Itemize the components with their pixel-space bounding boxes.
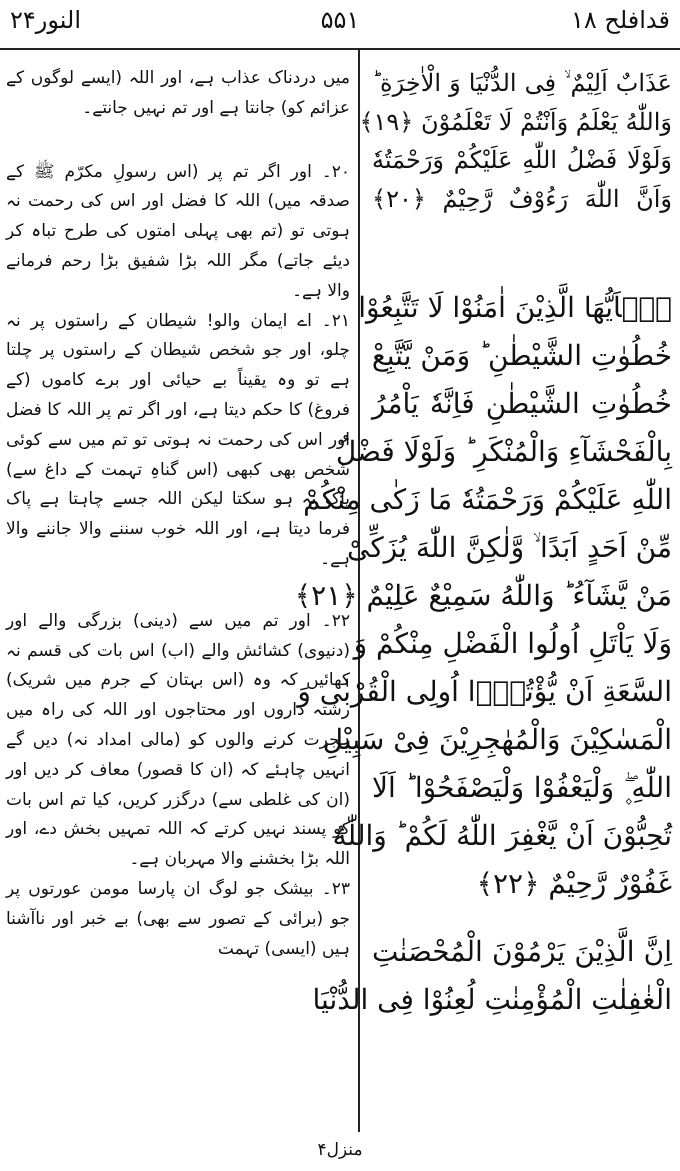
surah-name: النور۲۴ (10, 6, 81, 34)
juz-name: قدافلح ۱۸ (570, 6, 670, 34)
arabic-line: الْمَسٰكِیْنَ وَالْمُهٰجِرِیْنَ فِیْ سَبِیْلِ (322, 723, 672, 756)
arabic-line: غَفُوْرٌ رَّحِیْمٌ ﴿۲۲﴾ (476, 867, 672, 900)
arabic-line: السَّعَةِ اَنْ یُّؤْتُوْۤا اُولِی الْقُرْبٰى وَ (297, 675, 672, 708)
arabic-line: اِنَّ الَّذِیْنَ یَرْمُوْنَ الْمُحْصَنٰتِ (372, 935, 672, 968)
arabic-line: عَذَابٌ اَلِیْمٌ ۙ فِی الدُّنْیَا وَ الْاٰخِرَةِ ؕ (372, 69, 672, 97)
translation-paragraph: میں دردناک عذاب ہے، اور اللہ (ایسے لوگوں کے عزائم کو) جانتا ہے اور تم نہیں جانتے۔ (6, 68, 350, 118)
page-number: ۵۵۱ (320, 6, 360, 34)
ayah-block (312, 928, 672, 1024)
translation-paragraph: ۲۰۔ اور اگر تم پر (اس رسولِ مکرّم ﷺ کے صدقہ میں) اللہ کا فضل اور اس کی رحمت نہ ہوتی تو (تم بھی پہلی امتوں کی طرح تباہ کر دیئے جاتے) مگر اللہ بڑا شفیق بڑا رحم فرمانے والا ہے۔ (6, 161, 350, 301)
urdu-translation-column (6, 64, 350, 964)
arabic-text-column (294, 64, 672, 1024)
arabic-line: وَاللّٰهُ یَعْلَمُ وَاَنْتُمْ لَا تَعْلَمُوْنَ ﴿۱۹﴾ (359, 107, 672, 136)
arabic-line: وَلَوْلَا فَضْلُ اللّٰهِ عَلَیْكُمْ وَرَحْمَتُهٗ (372, 146, 672, 174)
arabic-line: یٰۤاَیُّهَا الَّذِیْنَ اٰمَنُوْا لَا تَتَّبِعُوْا (358, 291, 672, 324)
arabic-line: بِالْفَحْشَآءِ وَالْمُنْكَرِ ؕ وَلَوْلَا فَضْلُ (335, 435, 672, 468)
arabic-line: وَاَنَّ اللّٰهَ رَءُوْفٌ رَّحِیْمٌ ﴿۲۰﴾ (372, 184, 672, 213)
arabic-line: وَلَا یَاْتَلِ اُولُوا الْفَضْلِ مِنْكُمْ وَ (353, 627, 672, 660)
arabic-line: الْغٰفِلٰتِ الْمُؤْمِنٰتِ لُعِنُوْا فِی الدُّنْیَا (312, 983, 672, 1016)
arabic-line: مَنْ یَّشَآءُ ؕ وَاللّٰهُ سَمِیْعٌ عَلِیْمٌ ﴿۲۱﴾ (294, 579, 672, 612)
arabic-line: خُطُوٰتِ الشَّیْطٰنِ فَاِنَّهٗ یَاْمُرُ (372, 387, 672, 420)
page-header (0, 0, 680, 50)
ayah-block (294, 284, 672, 620)
arabic-line: تُحِبُّوْنَ اَنْ یَّغْفِرَ اللّٰهُ لَكُمْ ؕ وَاللّٰهُ (332, 819, 672, 852)
translation-paragraph: ۲۳۔ بیشک جو لوگ ان پارسا مومن عورتوں پر جو (برائی کے تصور سے بھی) بے خبر اور ناآشنا ہیں (ایسی) تہمت (6, 878, 350, 959)
translation-paragraph: ۲۱۔ اے ایمان والو! شیطان کے راستوں پر نہ چلو، اور جو شخص شیطان کے راستوں پر چلتا ہے تو وہ یقیناً بے حیائی اور برے کاموں (کے فروغ) کا حکم دیتا ہے، اور اگر تم پر اللہ کا فضل اور اس کی رحمت نہ ہوتی تو تم میں سے کوئی شخص بھی کبھی (اس گناہِ تہمت کے داغ سے) پاک نہ ہو سکتا لیکن اللہ جسے چاہتا ہے پاک فرما دیتا ہے، اور اللہ خوب سننے والا جاننے والا ہے۔ (6, 310, 350, 569)
arabic-line: اللّٰهِ ۪ۖ وَلْیَعْفُوْا وَلْیَصْفَحُوْا ؕ اَلَا (372, 771, 672, 804)
manzil-footer: منزل۴ (317, 1140, 363, 1160)
arabic-line: مِّنْ اَحَدٍ اَبَدًا ۙ وَّلٰكِنَّ اللّٰهَ یُزَكِّیْ (347, 531, 672, 564)
arabic-line: خُطُوٰتِ الشَّیْطٰنِ ؕ وَمَنْ یَّتَّبِعْ (371, 339, 672, 372)
ayah-block (359, 64, 672, 218)
ayah-block (297, 620, 672, 908)
arabic-line: اللّٰهِ عَلَیْكُمْ وَرَحْمَتُهٗ مَا زَكٰى مِنْكُمْ (303, 483, 672, 516)
translation-paragraph: ۲۲۔ اور تم میں سے (دینی) بزرگی والے اور (دنیوی) کشائش والے (اب) اس بات کی قسم نہ کھائیں کہ وہ (اس بہتان کے جرم میں شریک) رشتہ داروں اور محتاجوں اور اللہ کی راہ میں ہجرت کرنے والوں کو (مالی امداد نہ) دیں گے انہیں چاہئے کہ (ان کا قصور) معاف کر دیں اور (ان کی غلطی سے) درگزر کریں، کیا تم اس بات کو پسند نہیں کرتے کہ اللہ تمہیں بخش دے، اور اللہ بڑا بخشنے والا مہربان ہے۔ (6, 610, 350, 870)
